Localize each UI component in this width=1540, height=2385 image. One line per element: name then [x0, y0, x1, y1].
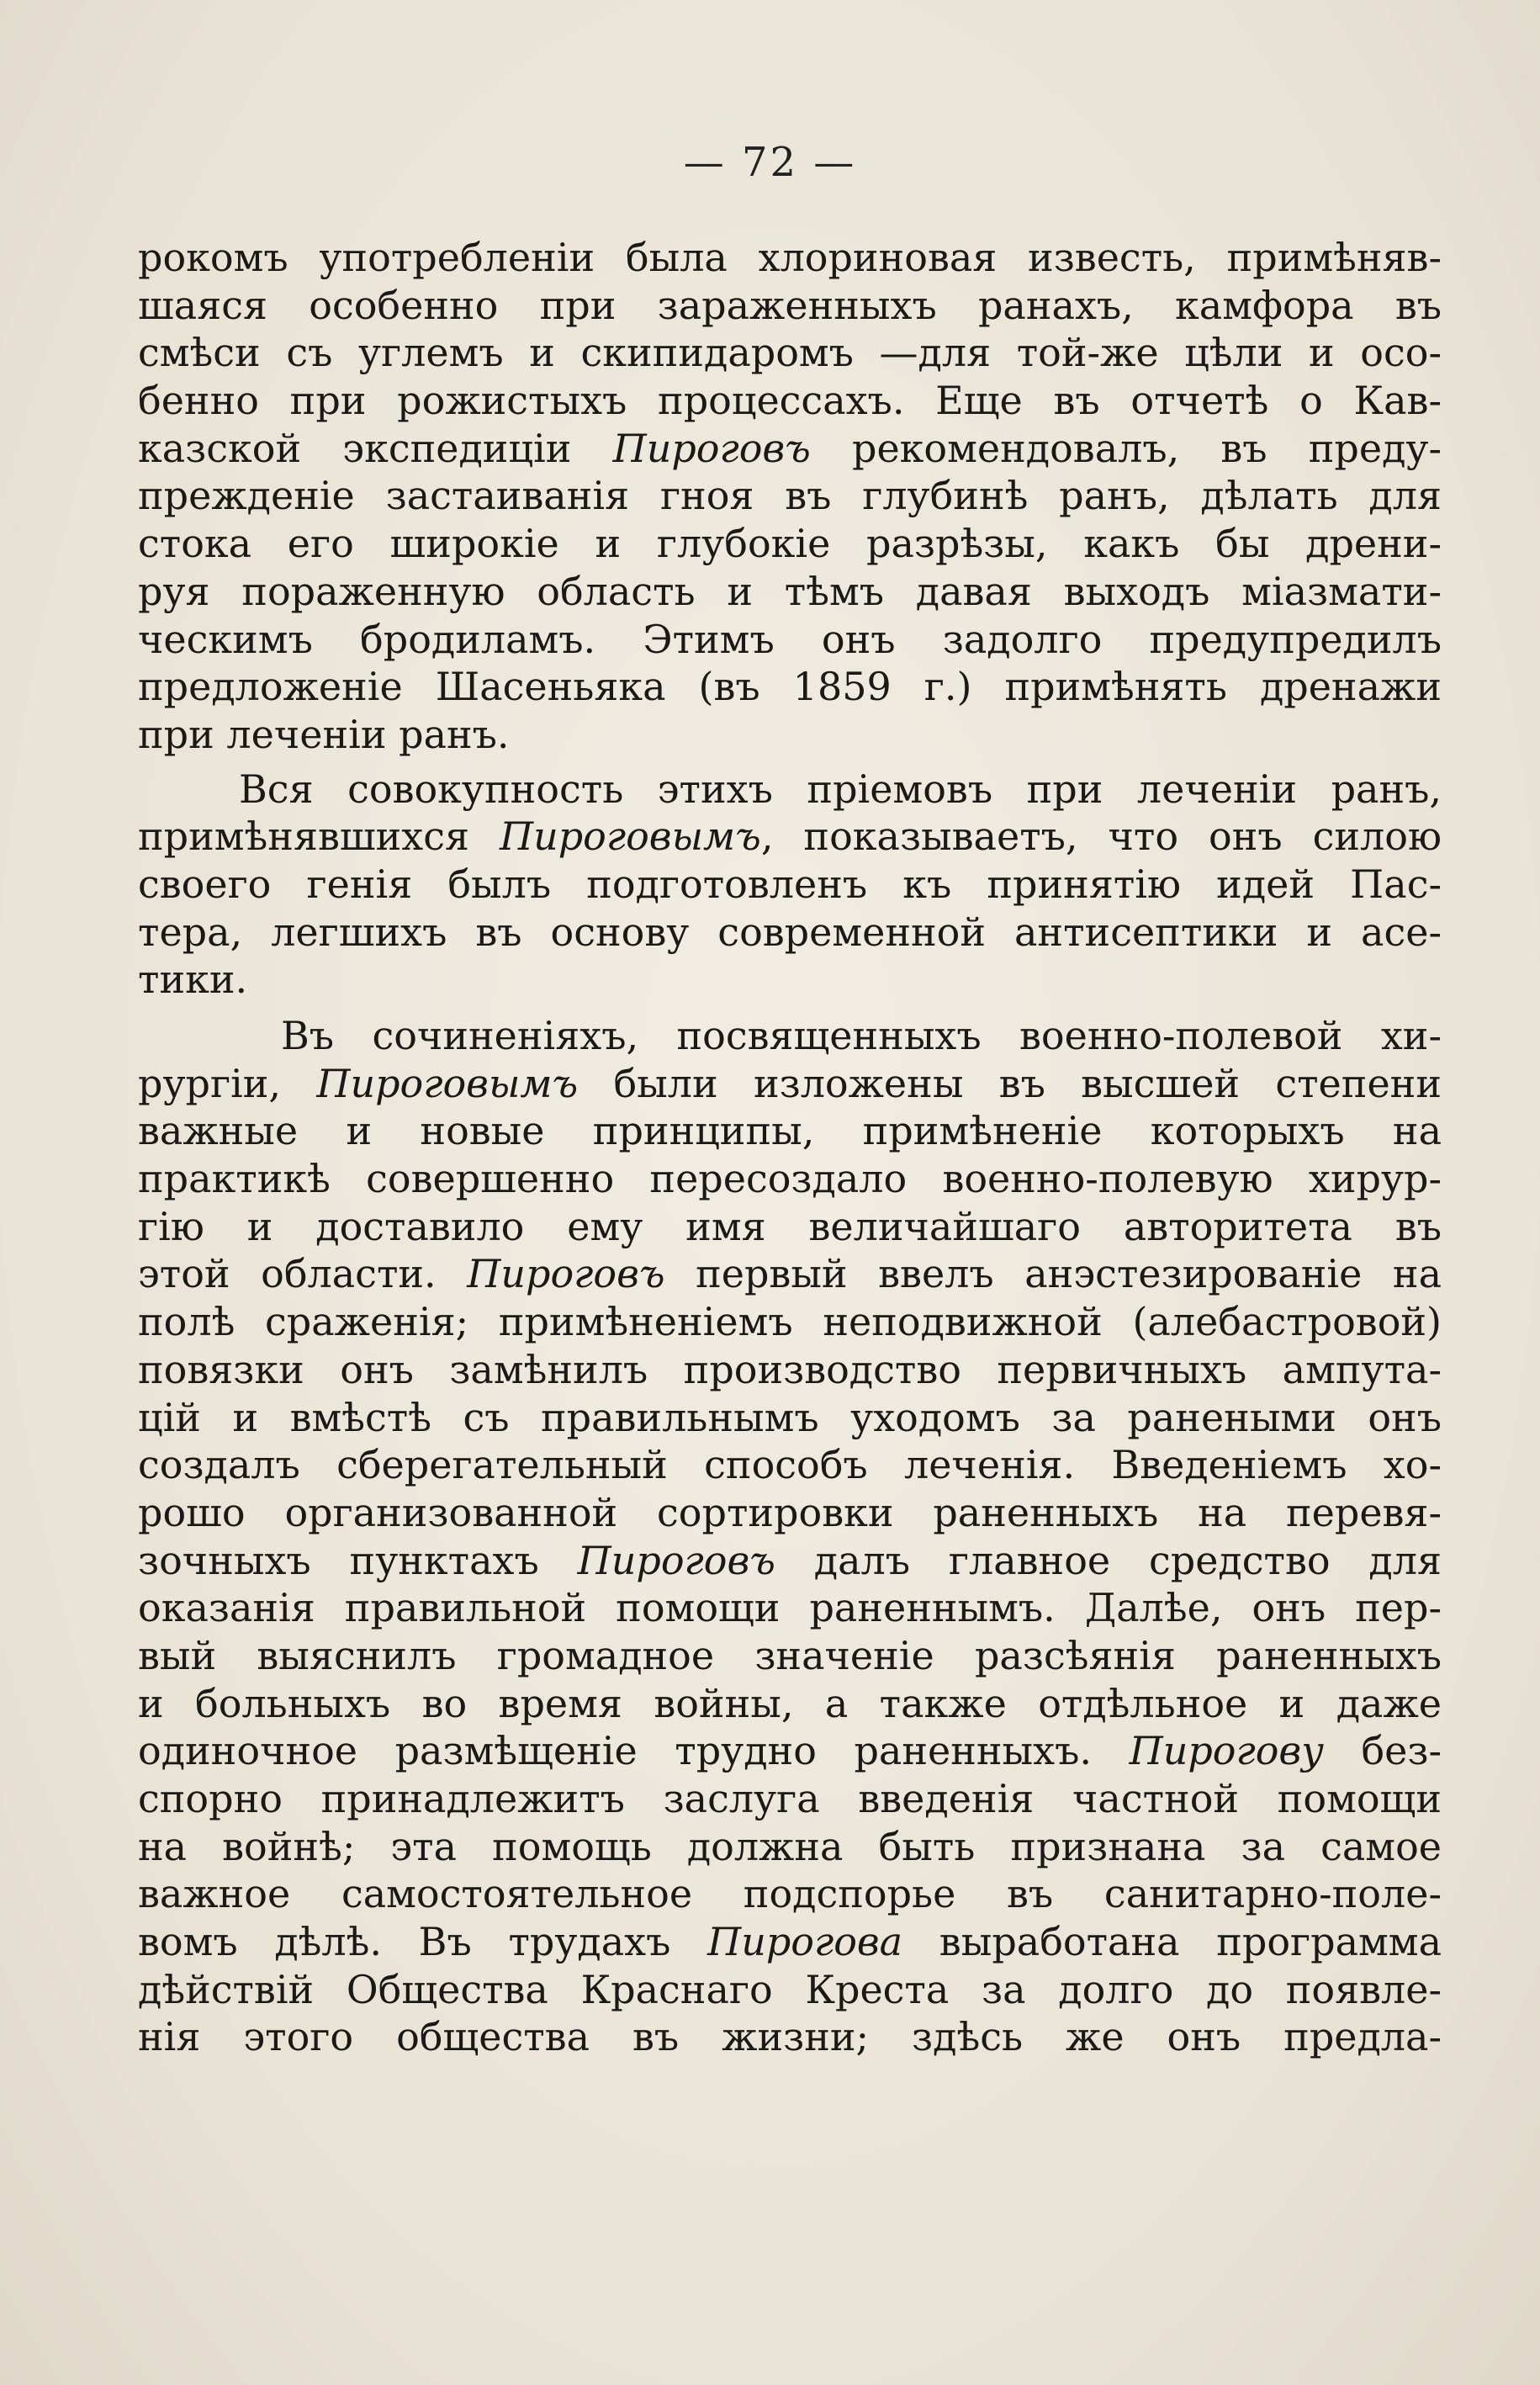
text-line: зочныхъ пунктахъ Пироговъ далъ главное средство для: [138, 1537, 1442, 1583]
body-text: [138, 234, 1442, 2061]
text-line: полѣ сраженія; примѣненіемъ неподвижной (алебастровой): [138, 1299, 1442, 1345]
text-line: оказанія правильной помощи раненнымъ. Далѣе, онъ пер-: [138, 1585, 1442, 1631]
text-line: рошо организованной сортировки раненныхъ на перевя-: [138, 1489, 1442, 1535]
text-line: Въ сочиненіяхъ, посвященныхъ военно-полевой хи-: [281, 1013, 1442, 1058]
name-emphasis: Пироговъ: [467, 1251, 665, 1297]
name-emphasis: Пироговъ: [577, 1537, 775, 1583]
text-line: руя пораженную область и тѣмъ давая выходъ міазмати-: [138, 568, 1442, 614]
text-line: практикѣ совершенно пересоздало военно-полевую хирур-: [138, 1156, 1442, 1202]
text-line: рокомъ употребленіи была хлориновая известь, примѣняв-: [138, 235, 1442, 280]
text-line: дѣйствій Общества Краснаго Креста за долго до появле-: [138, 1966, 1442, 2012]
text-line: Вся совокупность этихъ пріемовъ при леченіи ранъ,: [239, 766, 1442, 812]
text-line: вомъ дѣлѣ. Въ трудахъ Пирогова выработана программа: [138, 1919, 1442, 1965]
text-line: стока его широкіе и глубокіе разрѣзы, какъ бы дрени-: [138, 521, 1442, 567]
text-line: тера, легшихъ въ основу современной антисептики и асе-: [138, 909, 1442, 955]
text-line: и больныхъ во время войны, а также отдѣльное и даже: [138, 1680, 1442, 1726]
name-emphasis: Пироговымъ: [316, 1060, 579, 1106]
text-line: рургіи, Пироговымъ были изложены въ высшей степени: [138, 1060, 1442, 1106]
name-emphasis: Пирогова: [707, 1919, 903, 1965]
text-line: при леченіи ранъ.: [138, 711, 510, 757]
text-line: повязки онъ замѣнилъ производство первичныхъ ампута-: [138, 1346, 1442, 1392]
text-line: важное самостоятельное подспорье въ санитарно-поле-: [138, 1871, 1442, 1917]
text-line: цій и вмѣстѣ съ правильнымъ уходомъ за ранеными онъ: [138, 1394, 1442, 1440]
name-emphasis: Пироговъ: [612, 425, 811, 471]
text-line: примѣнявшихся Пироговымъ, показываетъ, что онъ силою: [138, 814, 1442, 860]
text-line: казской экспедиціи Пироговъ рекомендовалъ, въ преду-: [138, 425, 1442, 471]
text-line: нія этого общества въ жизни; здѣсь же онъ предла-: [138, 2014, 1442, 2060]
text-line: бенно при рожистыхъ процессахъ. Еще въ отчетѣ о Кав-: [138, 378, 1442, 424]
page-number: — 72 —: [683, 139, 857, 186]
text-line: создалъ сберегательный способъ леченія. Введеніемъ хо-: [138, 1442, 1442, 1488]
text-line: на войнѣ; эта помощь должна быть признана за самое: [138, 1823, 1442, 1869]
text-line: ческимъ бродиламъ. Этимъ онъ задолго предупредилъ: [138, 616, 1442, 662]
text-line: этой области. Пироговъ первый ввелъ анэстезированіе на: [138, 1251, 1442, 1297]
text-line: важные и новые принципы, примѣненіе которыхъ на: [138, 1108, 1442, 1154]
text-line: гію и доставило ему имя величайшаго авторитета въ: [138, 1203, 1442, 1249]
text-line: одиночное размѣщеніе трудно раненныхъ. Пирогову без-: [138, 1728, 1442, 1774]
text-line: шаяся особенно при зараженныхъ ранахъ, камфора въ: [138, 282, 1442, 328]
text-line: своего генія былъ подготовленъ къ принятію идей Пас-: [138, 861, 1442, 907]
text-line: смѣси съ углемъ и скипидаромъ —для той-же цѣли и осо-: [138, 330, 1442, 376]
text-line: тики.: [138, 957, 248, 1003]
text-line: предложеніе Шасеньяка (въ 1859 г.) примѣнять дренажи: [138, 664, 1442, 710]
text-line: прежденіе застаиванія гноя въ глубинѣ ранъ, дѣлать для: [138, 473, 1442, 519]
name-emphasis: Пирогову: [1129, 1728, 1324, 1774]
name-emphasis: Пироговымъ: [499, 814, 761, 860]
text-line: спорно принадлежитъ заслуга введенія частной помощи: [138, 1776, 1442, 1821]
text-line: вый выяснилъ громадное значеніе разсѣянія раненныхъ: [138, 1632, 1442, 1678]
